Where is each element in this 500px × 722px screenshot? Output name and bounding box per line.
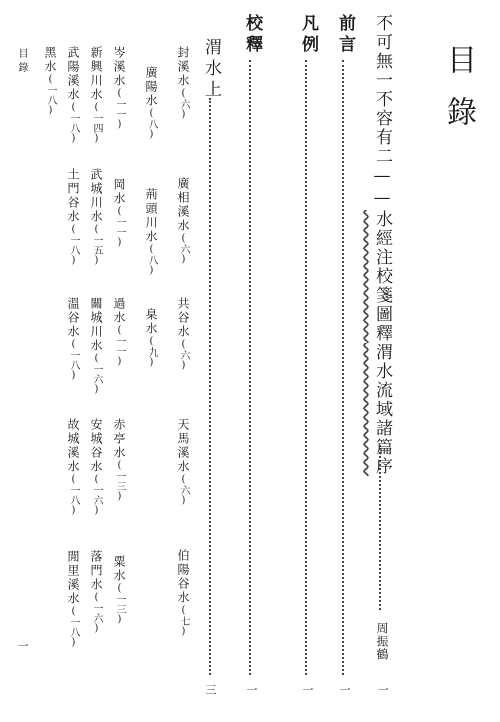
annotations-leader-dots xyxy=(249,60,251,675)
preface-page-number: 一 xyxy=(376,684,389,695)
toc-entry[interactable]: 廣相溪水(六) xyxy=(176,177,190,265)
toc-entry[interactable]: 武陽溪水(一八) xyxy=(66,46,80,144)
toc-entry[interactable]: 封溪水(六) xyxy=(176,46,190,120)
preface-book-title: 水經注校箋圖釋 xyxy=(372,210,392,343)
toc-entry[interactable]: 土門谷水(一八) xyxy=(66,168,80,266)
foreword-leader-dots xyxy=(342,60,344,675)
toc-entry[interactable]: 共谷水(六) xyxy=(176,297,190,371)
preface-entry[interactable] xyxy=(370,14,395,476)
annotations-page-number: 一 xyxy=(245,684,258,695)
toc-entry[interactable]: 荊頭川水(八) xyxy=(144,188,158,276)
preface-lead: 不可無一不容有二—— xyxy=(372,14,392,210)
preface-series-title: 渭水流域諸篇序 xyxy=(372,343,392,476)
toc-entry[interactable]: 臬水(九) xyxy=(144,308,158,368)
toc-entry[interactable]: 赤亭水(一三) xyxy=(112,418,126,502)
running-head: 目錄 xyxy=(16,48,27,76)
toc-entry[interactable]: 粟水(一三) xyxy=(112,555,126,625)
section-conventions[interactable]: 凡例 xyxy=(298,14,318,56)
toc-entry[interactable]: 伯陽谷水(七) xyxy=(176,549,190,637)
toc-entry[interactable]: 過水(一一) xyxy=(112,297,126,367)
toc-entry[interactable]: 岡水(一一) xyxy=(112,178,126,248)
conventions-page-number: 一 xyxy=(301,684,314,695)
conventions-leader-dots xyxy=(305,60,307,675)
section-annotations[interactable]: 校釋 xyxy=(242,14,262,56)
toc-entry[interactable]: 岑溪水(一一) xyxy=(112,46,126,130)
toc-entry[interactable]: 溫谷水(一八) xyxy=(66,297,80,381)
toc-entry[interactable]: 落門水(一六) xyxy=(89,550,103,634)
toc-entry[interactable]: 故城溪水(一八) xyxy=(66,418,80,516)
toc-entry[interactable]: 黑水(一八) xyxy=(43,46,57,116)
page-title: 目錄 xyxy=(441,44,476,148)
preface-leader-dots xyxy=(379,445,381,610)
toc-entry[interactable]: 閒里溪水(一八) xyxy=(66,550,80,648)
toc-entry[interactable]: 武城川水(一五) xyxy=(89,168,103,266)
foreword-page-number: 一 xyxy=(338,684,351,695)
chapter-page-number: 三 xyxy=(204,684,217,695)
section-foreword[interactable]: 前言 xyxy=(335,14,355,56)
toc-entry[interactable]: 安城谷水(一六) xyxy=(89,418,103,516)
folio: 一 xyxy=(16,640,29,651)
chapter-leader-dots xyxy=(209,98,211,675)
preface-author: 周振鶴 xyxy=(375,622,389,661)
chapter-weishui-upper[interactable]: 渭水上 xyxy=(201,38,221,101)
toc-entry[interactable]: 廣陽水(八) xyxy=(144,66,158,140)
toc-entry[interactable]: 天馬溪水(六) xyxy=(176,418,190,506)
toc-entry[interactable]: 關城川水(一六) xyxy=(89,297,103,395)
toc-entry[interactable]: 新興川水(一四) xyxy=(89,46,103,144)
